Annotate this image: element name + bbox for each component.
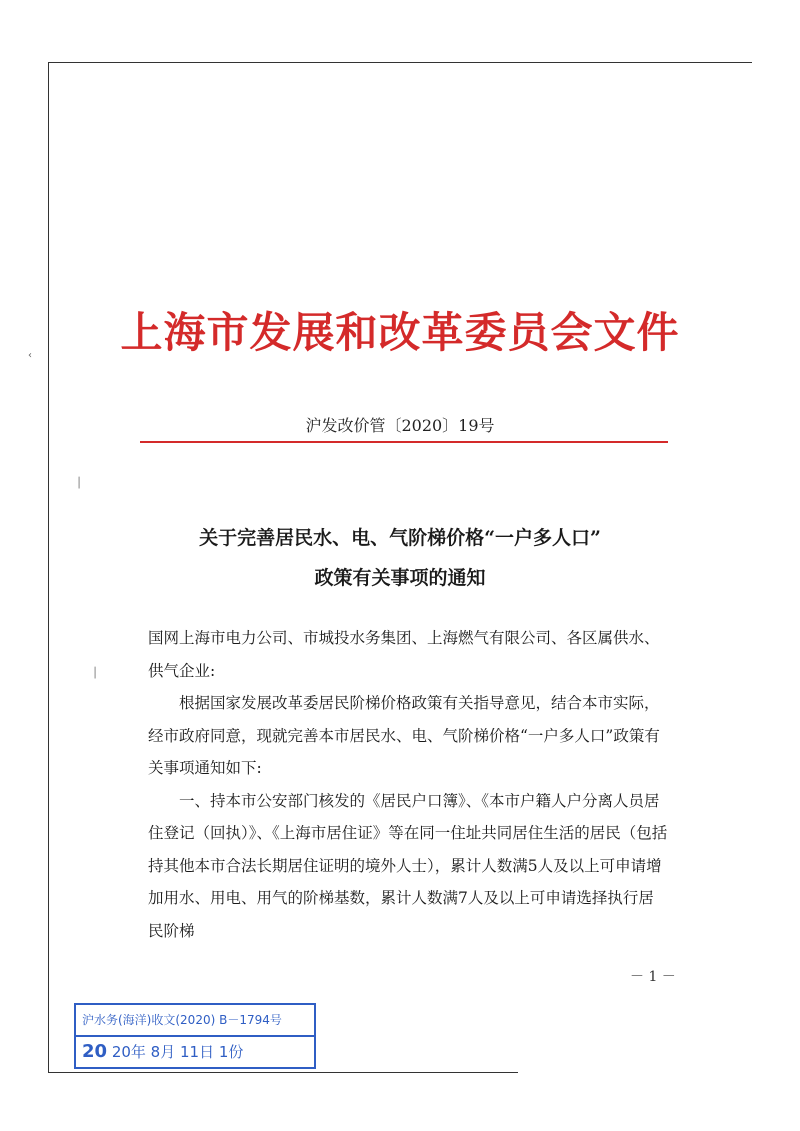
scan-border-bottom (48, 1072, 518, 1073)
notice-title-line2: 政策有关事项的通知 (314, 567, 486, 589)
margin-mark: ‹ (28, 350, 32, 361)
notice-title (0, 518, 800, 598)
margin-mark: │ (92, 668, 99, 679)
page-number: － 1 － (630, 969, 676, 985)
stamp-line2 (76, 1037, 314, 1067)
receipt-stamp (74, 1003, 316, 1069)
margin-mark: │ (76, 478, 83, 489)
header-title: 上海市发展和改革委员会文件 (120, 308, 680, 357)
red-divider (140, 441, 668, 443)
paragraph-item-one: 一、持本市公安部门核发的《居民户口簿》、《本市户籍人户分离人员居住登记（回执）》、《上海市居住证》等在同一住址共同居住生活的居民（包括持其他本市合法长期居住证明的境外人士），累计人数满5人及以上可申请增加用水、用电、用气的阶梯基数，累计人数满7人及以上可申请选择执行居民阶梯 (148, 791, 668, 940)
paragraph-intro: 根据国家发展改革委居民阶梯价格政策有关指导意见，结合本市实际，经市政府同意，现就完善本市居民水、电、气阶梯价格“一户多人口”政策有关事项通知如下: (148, 694, 660, 777)
stamp-date: 20年 8月 11日 1份 (107, 1043, 244, 1061)
stamp-line1: 沪水务(海洋)收文(2020) B－1794号 (76, 1005, 314, 1037)
notice-title-line1: 关于完善居民水、电、气阶梯价格“一户多人口” (199, 527, 601, 549)
body-text (148, 622, 668, 947)
recipients: 国网上海市电力公司、市城投水务集团、上海燃气有限公司、各区属供水、供气企业: (148, 629, 660, 680)
doc-number: 沪发改价管〔2020〕19号 (305, 416, 495, 435)
stamp-year-prefix: 20 (82, 1041, 108, 1062)
scan-border-top (48, 62, 752, 63)
